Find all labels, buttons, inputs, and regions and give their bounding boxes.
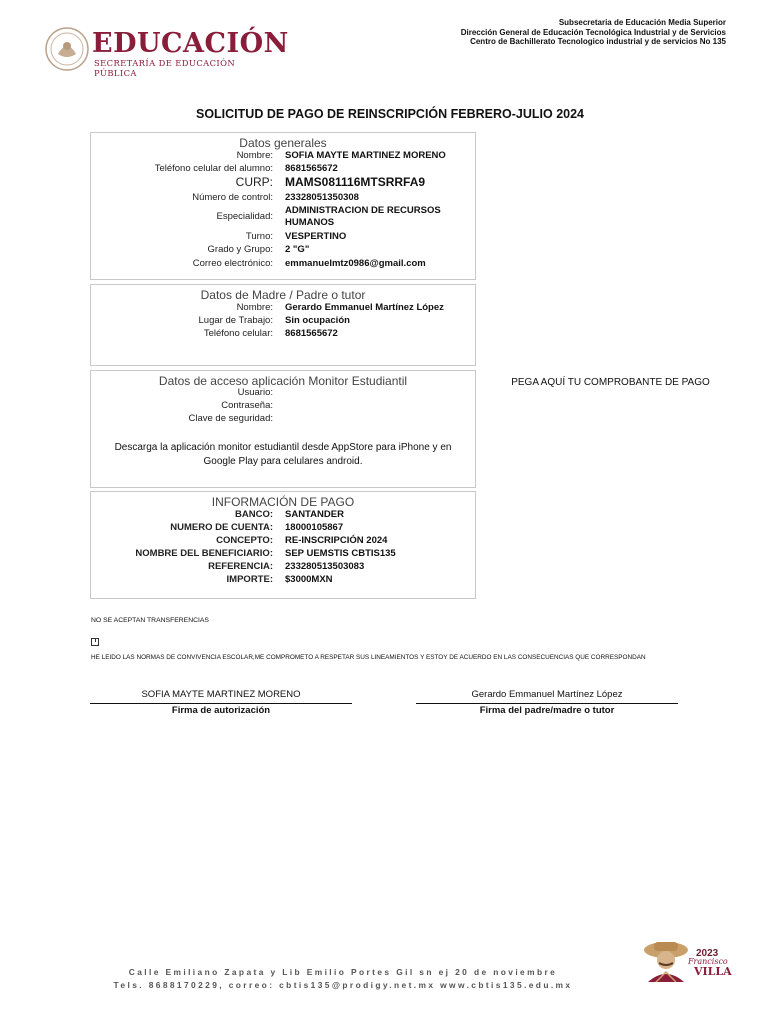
guardian-name: Gerardo Emmanuel Martínez López <box>285 302 444 313</box>
field-label: NOMBRE DEL BENEFICIARIO: <box>135 548 273 559</box>
shift: VESPERTINO <box>285 231 347 242</box>
section-title: Datos de Madre / Padre o tutor <box>200 288 366 302</box>
field-label: REFERENCIA: <box>208 561 273 572</box>
agreement-text: HE LEIDO LAS NORMAS DE CONVIVENCIA ESCOLAR,ME COMPROMETO A RESPETAR SUS LINEAMIENTOS Y ESTOY DE ACUERDO EN LAS CONSECUENCIAS QUE CORRESPONDAN <box>91 654 646 661</box>
logo-subtext: SECRETARÍA DE EDUCACIÓN PÚBLICA <box>94 58 236 78</box>
badge-year: 2023 <box>696 948 719 959</box>
email: emmanuelmtz0986@gmail.com <box>285 258 426 269</box>
field-label: BANCO: <box>235 509 273 520</box>
field-label: Número de control: <box>192 192 273 203</box>
student-signature-name: SOFIA MAYTE MARTINEZ MORENO <box>141 689 301 700</box>
control-number: 23328051350308 <box>285 192 359 203</box>
guardian-section <box>90 284 476 366</box>
student-phone: 8681565672 <box>285 163 338 174</box>
francisco-villa-badge <box>640 938 732 982</box>
header-institution <box>461 18 726 47</box>
guardian-signature-name: Gerardo Emmanuel Martínez López <box>471 689 623 700</box>
student-name: SOFIA MAYTE MARTINEZ MORENO <box>285 150 446 161</box>
guardian-signature-label: Firma del padre/madre o tutor <box>479 705 615 716</box>
specialty-line-2: HUMANOS <box>285 217 335 228</box>
general-data-section <box>90 132 476 280</box>
francisco-villa-portrait-icon <box>640 938 692 982</box>
field-label: Turno: <box>245 231 273 242</box>
payment-receipt-placeholder: PEGA AQUÍ TU COMPROBANTE DE PAGO <box>511 377 710 388</box>
field-label: Teléfono celular del alumno: <box>154 163 273 174</box>
field-label: Correo electrónico: <box>192 258 273 269</box>
account-number: 18000105867 <box>285 522 344 533</box>
field-label: Especialidad: <box>216 211 273 222</box>
field-label: Clave de seguridad: <box>188 413 273 424</box>
badge-francisco: Francisco <box>688 957 728 966</box>
field-label: IMPORTE: <box>226 574 273 585</box>
field-label: Usuario: <box>237 387 273 398</box>
field-label: Grado y Grupo: <box>207 244 273 255</box>
header-line: Dirección General de Educación Tecnológica Industrial y de Servicios <box>460 27 726 37</box>
field-label: Lugar de Trabajo: <box>198 315 273 326</box>
signature-line <box>416 703 678 704</box>
field-label: Nombre: <box>236 150 273 161</box>
description-line: Descarga la aplicación monitor estudiantil desde AppStore para iPhone y en <box>114 442 452 453</box>
monitor-access-section <box>90 370 476 488</box>
beneficiary: SEP UEMSTIS CBTIS135 <box>285 548 396 559</box>
specialty-line-1: ADMINISTRACION DE RECURSOS <box>285 205 441 216</box>
concept: RE-INSCRIPCIÓN 2024 <box>285 535 388 546</box>
authorization-signature-label: Firma de autorización <box>171 705 271 716</box>
monitor-description <box>91 441 475 469</box>
sep-logo <box>44 26 289 78</box>
guardian-phone: 8681565672 <box>285 328 338 339</box>
field-label: Contraseña: <box>221 400 273 411</box>
payment-info-section <box>90 491 476 599</box>
badge-villa: VILLA <box>694 965 732 978</box>
footer-contact: Tels. 8688170229, correo: cbtis135@prodigy.net.mx www.cbtis135.edu.mx <box>113 980 573 990</box>
description-line: Google Play para celulares android. <box>203 456 363 467</box>
header-line: Centro de Bachillerato Tecnologico industrial y de servicios No 135 <box>470 37 726 46</box>
no-transfers-notice: NO SE ACEPTAN TRANSFERENCIAS <box>91 617 209 624</box>
amount: $3000MXN <box>285 574 333 585</box>
field-label: Nombre: <box>236 302 273 313</box>
logo-brand-text: EDUCACIÓN <box>92 28 289 59</box>
header-line: Subsecretaria de Educación Media Superior <box>558 18 726 27</box>
grade-group: 2 "G" <box>285 244 310 255</box>
bank: SANTANDER <box>285 509 344 520</box>
guardian-workplace: Sin ocupación <box>285 315 350 326</box>
agreement-checkbox[interactable] <box>91 638 99 646</box>
signature-line <box>90 703 352 704</box>
section-title: Datos generales <box>239 136 327 150</box>
section-title: Datos de acceso aplicación Monitor Estudiantil <box>158 374 408 388</box>
field-label: CURP: <box>235 175 273 189</box>
field-label: CONCEPTO: <box>216 535 273 546</box>
reference: 233280513503083 <box>285 561 365 572</box>
page-title: SOLICITUD DE PAGO DE REINSCRIPCIÓN FEBRERO-JULIO 2024 <box>195 107 585 121</box>
field-label: NUMERO DE CUENTA: <box>170 522 273 533</box>
field-label: Teléfono celular: <box>203 328 273 339</box>
national-seal-icon <box>44 26 90 72</box>
footer-address: Calle Emiliano Zapata y Lib Emilio Portes Gil sn ej 20 de noviembre <box>128 967 558 977</box>
section-title: INFORMACIÓN DE PAGO <box>211 495 355 509</box>
student-curp: MAMS081116MTSRRFA9 <box>285 175 426 189</box>
